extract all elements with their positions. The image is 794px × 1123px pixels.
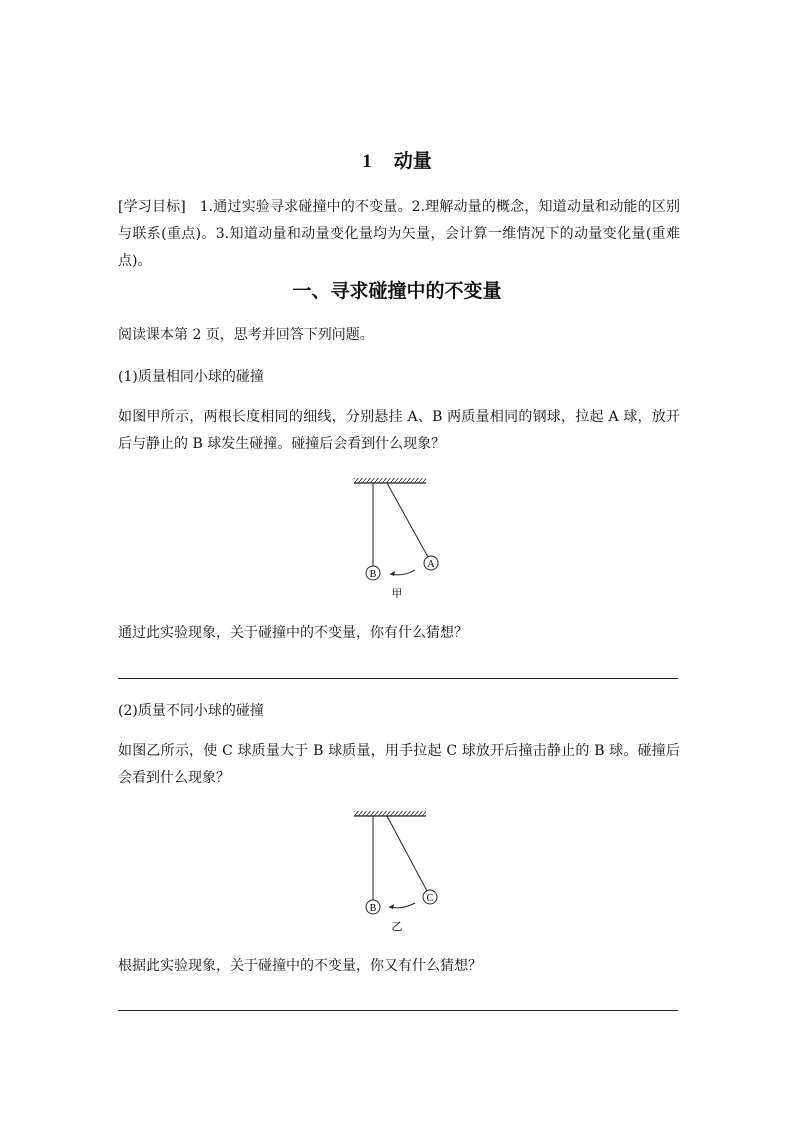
ceiling-hatch [354, 478, 426, 483]
part1-description: 如图甲所示，两根长度相同的细线，分别悬挂 A、B 两质量相同的钢球，拉起 A 球，放开后与静止的 B 球发生碰撞。碰撞后会看到什么现象？ [118, 409, 680, 452]
ball-left-label: B [369, 903, 377, 914]
page-title [0, 146, 794, 173]
pendulum-diagram-b [340, 809, 450, 939]
string-right [387, 483, 428, 557]
ball-right-label: C [426, 893, 434, 904]
string-right [387, 816, 427, 891]
title-number: 1 [362, 151, 372, 172]
title-text: 动量 [393, 150, 432, 172]
pendulum-figure-a [340, 476, 450, 606]
pendulum-diagram-a [340, 476, 450, 606]
part1-heading: (1)质量相同小球的碰撞 [118, 369, 264, 385]
part2-question: 根据此实验现象，关于碰撞中的不变量，你又有什么猜想？ [118, 958, 482, 974]
part1-question: 通过此实验现象，关于碰撞中的不变量，你有什么猜想？ [118, 625, 468, 641]
part2-heading: (2)质量不同小球的碰撞 [118, 703, 264, 719]
ball-right-label: A [427, 559, 435, 570]
part2-description: 如图乙所示，使 C 球质量大于 B 球质量，用手拉起 C 球放开后撞击静止的 B 球。碰撞后会看到什么现象？ [118, 743, 680, 786]
objectives-text: 1.通过实验寻求碰撞中的不变量。2.理解动量的概念，知道动量和动能的区别与联系(重点)。3.知道动量和动量变化量均为矢量，会计算一维情况下的动量变化量(重难点)。 [118, 199, 680, 269]
figure-caption: 乙 [391, 920, 403, 933]
ceiling-hatch [354, 811, 426, 816]
ball-left-label: B [369, 569, 377, 580]
figure-caption: 甲 [391, 587, 403, 600]
learning-objectives [118, 194, 680, 275]
answer-line-2 [118, 1010, 678, 1011]
section-title: 一、寻求碰撞中的不变量 [292, 280, 502, 302]
arrow-head [390, 571, 395, 576]
reading-instruction: 阅读课本第 2 页，思考并回答下列问题。 [118, 327, 374, 343]
arrow-head [389, 904, 394, 909]
answer-line-1 [118, 678, 678, 679]
pendulum-figure-b [340, 809, 450, 939]
objectives-tag: [学习目标] [118, 199, 186, 215]
